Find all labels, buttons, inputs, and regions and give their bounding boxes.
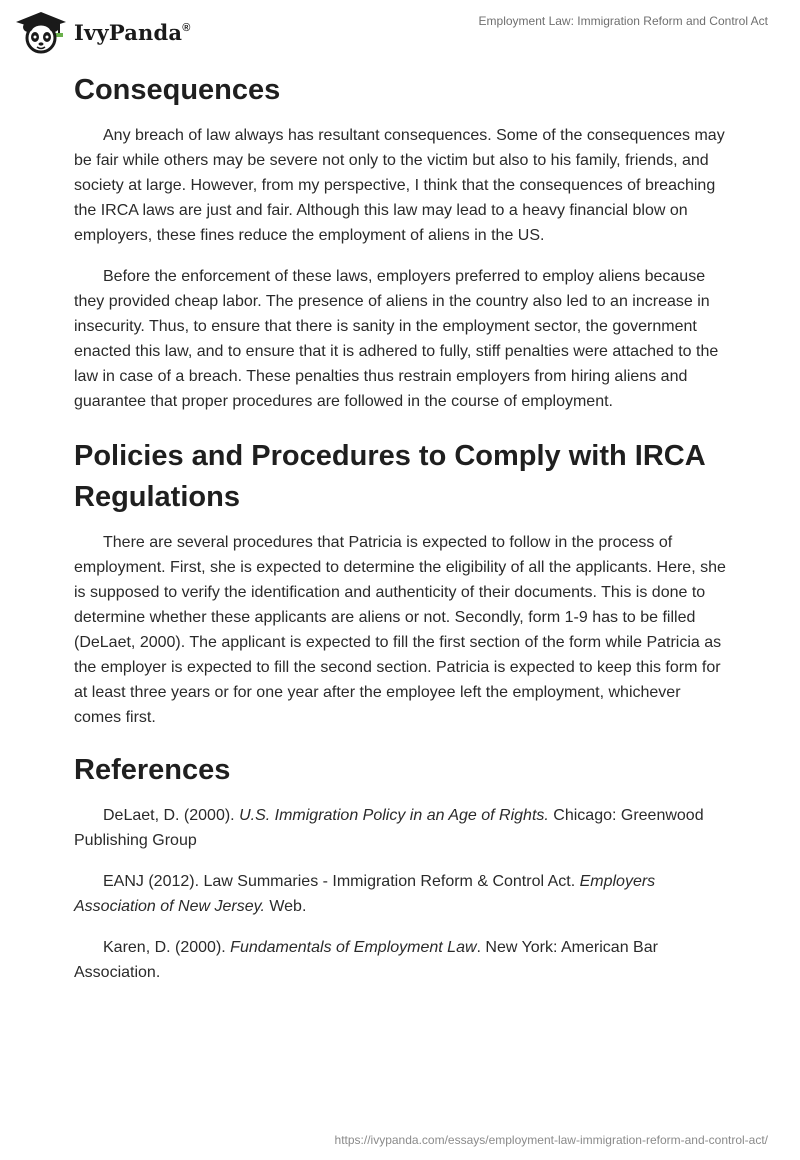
reference-item: Karen, D. (2000). Fundamentals of Employment Law. New York: American Bar Association. (74, 939, 658, 981)
section-consequences (74, 70, 726, 414)
reference-item: EANJ (2012). Law Summaries - Immigration Reform & Control Act. Employers Association of New Jersey. Web. (74, 873, 656, 915)
heading-consequences: Consequences (74, 74, 281, 106)
paragraph: Any breach of law always has resultant consequences. Some of the consequences may be fair while others may be severe not only to the victim but also to his family, friends, and society at large. However, from my perspective, I think that the consequences of breaching the IRCA laws are just and fair. Although this law may lead to a heavy financial blow on employers, these fines reduce the employment of aliens in the US. (74, 127, 725, 244)
ivypanda-logo[interactable] (14, 10, 191, 54)
heading-policies: Policies and Procedures to Comply with IRCA Regulations (74, 440, 705, 513)
logo-wordmark: IvyPanda® (74, 19, 191, 45)
source-url-link[interactable]: https://ivypanda.com/essays/employment-law-immigration-reform-and-control-act/ (334, 1133, 768, 1147)
paragraph: There are several procedures that Patricia is expected to follow in the process of employment. First, she is expected to determine the eligibility of all the applicants. Here, she is supposed to verify the identification and authenticity of their documents. This is done to determine whether these applicants are aliens or not. Secondly, form 1-9 has to be filled (DeLaet, 2000). The applicant is expected to fill the first section of the form while Patricia as the employer is expected to fill the second section. Patricia is expected to keep this form for at least three years or for one year after the employee left the employment, whichever comes first. (74, 534, 726, 726)
document-title: Employment Law: Immigration Reform and Control Act (478, 14, 768, 28)
section-policies (74, 436, 726, 730)
panda-graduate-icon (14, 10, 68, 54)
section-references (74, 750, 726, 985)
heading-references: References (74, 754, 231, 786)
page-header (0, 0, 800, 64)
reference-item: DeLaet, D. (2000). U.S. Immigration Policy in an Age of Rights. Chicago: Greenwood Publishing Group (74, 807, 704, 849)
paragraph: Before the enforcement of these laws, employers preferred to employ aliens because they provided cheap labor. The presence of aliens in the country also led to an increase in insecurity. Thus, to ensure that there is sanity in the employment sector, the government enacted this law, and to ensure that it is adhered to fully, stiff penalties were attached to the law in case of a breach. These penalties thus restrain employers from hiring aliens and guarantee that proper procedures are followed in the course of employment. (74, 268, 719, 410)
essay-content (74, 70, 726, 1001)
